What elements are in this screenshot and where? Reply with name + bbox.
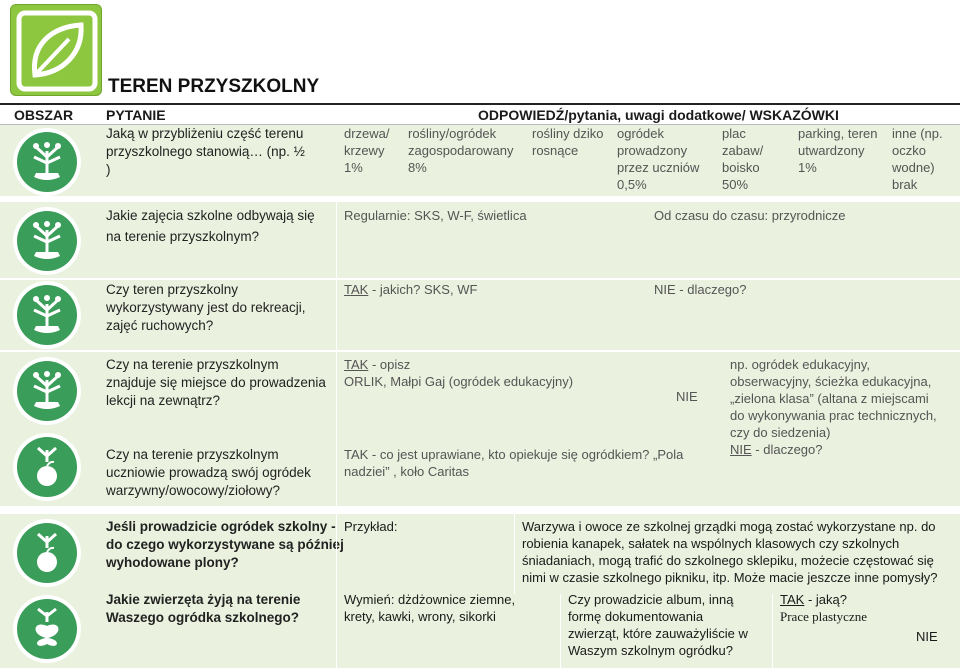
label: inne (np. [892,126,943,141]
answer-nie-1: NIE [676,389,698,404]
question-area: Jaką w przybliżeniu część terenu przyszkolnego stanowią… (np. ½ ) [106,126,305,177]
question-zwierzeta [106,591,300,627]
label: Czy na terenie przyszkolnym [106,357,279,372]
nie-label: NIE [730,442,752,457]
header-odpowiedz: ODPOWIEDŹ/pytania, uwagi dodatkowe/ WSKAZÓWKI [478,107,839,123]
label: oczko [892,143,926,158]
label: krzewy [344,143,385,158]
label: Jakie zajęcia szkolne odbywają się [106,208,315,223]
table-row [0,202,960,278]
answer-nie: NIE [916,629,938,644]
label: - dlaczego? [751,442,823,457]
label: krety, kawki, wrony, sikorki [344,609,496,624]
label: rośliny/ogródek [408,126,497,141]
question-ogrodek [106,446,311,500]
answer-tak-uprawiane [344,446,683,480]
answer-regularnie: Regularnie: SKS, W-F, świetlica [344,208,527,223]
label: wodne) [892,160,935,175]
divider [560,594,561,668]
answer-tak-jaka [780,591,867,625]
divider [514,514,515,594]
label: Czy na terenie przyszkolnym [106,447,279,462]
label: Wymień: dżdżownice ziemne, [344,592,516,607]
tree-hand-icon [12,356,82,426]
header-pytanie: PYTANIE [106,107,166,123]
przyklad-label: Przykład: [344,519,398,534]
label: znajduje się miejsce do prowadzenia [106,375,326,390]
tree-apple-icon [12,432,82,502]
question-lekcje [106,356,326,410]
question-plony [106,518,344,572]
tree-hand-icon [12,127,82,197]
table-row [0,280,960,350]
table-header [0,103,960,125]
label: ogródek [617,126,664,141]
label: Prace plastyczne [780,609,867,624]
label: uczniowie prowadzą swój ogródek [106,465,311,480]
label: Waszego ogródka szkolnego? [106,610,300,625]
value: 1% [798,160,817,175]
answer-plac-zabaw [722,125,763,193]
label: do czego wykorzystywane są później [106,537,344,552]
answer-parking [798,125,878,176]
label: Jeśli prowadzicie ogródek szkolny - [106,519,336,534]
label: zwierząt, które zauważyliście w [568,626,748,641]
label: śniadaniach, mogą trafić do szkolnego sklepiku, możecie częstować się [522,553,934,568]
question-zajecia [106,207,315,246]
answer-inne [892,125,943,193]
label: Warzywa i owoce ze szkolnej grządki mogą zostać wykorzystane np. do [522,519,936,534]
answer-tak-opisz [344,356,573,390]
tak-label: TAK [344,282,369,297]
answer-np [730,356,937,458]
label: zagospodarowany [408,143,514,158]
divider [336,202,337,668]
label: boisko [722,160,760,175]
header-obszar: OBSZAR [14,107,74,123]
table-row [0,125,960,196]
label: wykorzystywany jest do rekreacji, [106,300,306,315]
value: brak [892,177,918,192]
label: Czy prowadzicie album, inną [568,592,734,607]
table-row [0,352,960,506]
answer-warzywa [522,518,937,586]
label: - opisz [368,357,411,372]
label: warzywny/owocowy/ziołowy? [106,483,281,498]
label: formę dokumentowania [568,609,704,624]
label: TAK - co jest uprawiane, kto opiekuje się ogródkiem? „Pola [344,447,684,462]
label: rosnące [532,143,579,158]
page-title: TEREN PRZYSZKOLNY [108,76,320,97]
label: ORLIK, Małpi Gaj (ogródek edukacyjny) [344,374,574,389]
label: rośliny dziko [532,126,604,141]
label: - jakich? SKS, WF [368,282,478,297]
label: zabaw/ [722,143,764,158]
value: 0,5% [617,177,647,192]
tree-apple-icon [12,518,82,588]
answer-ogrodek-uczniow [617,125,699,193]
label: drzewa/ [344,126,390,141]
answer-drzewa [344,125,390,176]
value: 1% [344,160,363,175]
label: „zielona klasa” (altana z miejscami [730,391,929,406]
tak-label: TAK [344,357,369,372]
label: na terenie przyszkolnym? [106,229,260,244]
label: plac [722,126,746,141]
label: nadziei” , koło Caritas [344,464,469,479]
label: - jaką? [804,592,847,607]
tree-hand-icon [12,206,82,276]
label: wyhodowane plony? [106,555,239,570]
label: lekcji na zewnątrz? [106,393,221,408]
label: obserwacyjny, ścieżka edukacyjna, [730,374,932,389]
label: przez uczniów [617,160,700,175]
tree-hand-icon [12,280,82,350]
label: robienia kanapek, sałatek na wspólnych klasowych czy szkolnych [522,536,900,551]
label: Waszym szkolnym ogródku? [568,643,733,658]
label: nimi w czasie szkolnego pikniku, itp. Może macie jeszcze inne pomysły? [522,570,938,585]
answer-rosliny-dziko [532,125,604,159]
label: do wykonywania prac technicznych, [730,408,937,423]
answer-tak [344,281,477,298]
label: utwardzony [798,143,865,158]
label: parking, teren [798,126,878,141]
answer-od-czasu: Od czasu do czasu: przyrodnicze [654,208,846,223]
divider [772,594,773,668]
answer-wymien [344,591,515,625]
leaf-logo [10,4,102,96]
tak-label: TAK [780,592,805,607]
tree-butterfly-icon [12,594,82,664]
label: np. ogródek edukacyjny, [730,357,870,372]
label: Czy teren przyszkolny [106,282,239,297]
answer-album [568,591,748,659]
table-row [0,514,960,668]
answer-rosliny-ogrodek [408,125,514,176]
answer-nie: NIE - dlaczego? [654,282,747,297]
question-rekreacja [106,281,306,335]
label: prowadzony [617,143,688,158]
label: zajęć ruchowych? [106,318,214,333]
value: 50% [722,177,749,192]
label: Jakie zwierzęta żyją na terenie [106,592,301,607]
label: czy do siedzenia) [730,425,831,440]
value: 8% [408,160,427,175]
